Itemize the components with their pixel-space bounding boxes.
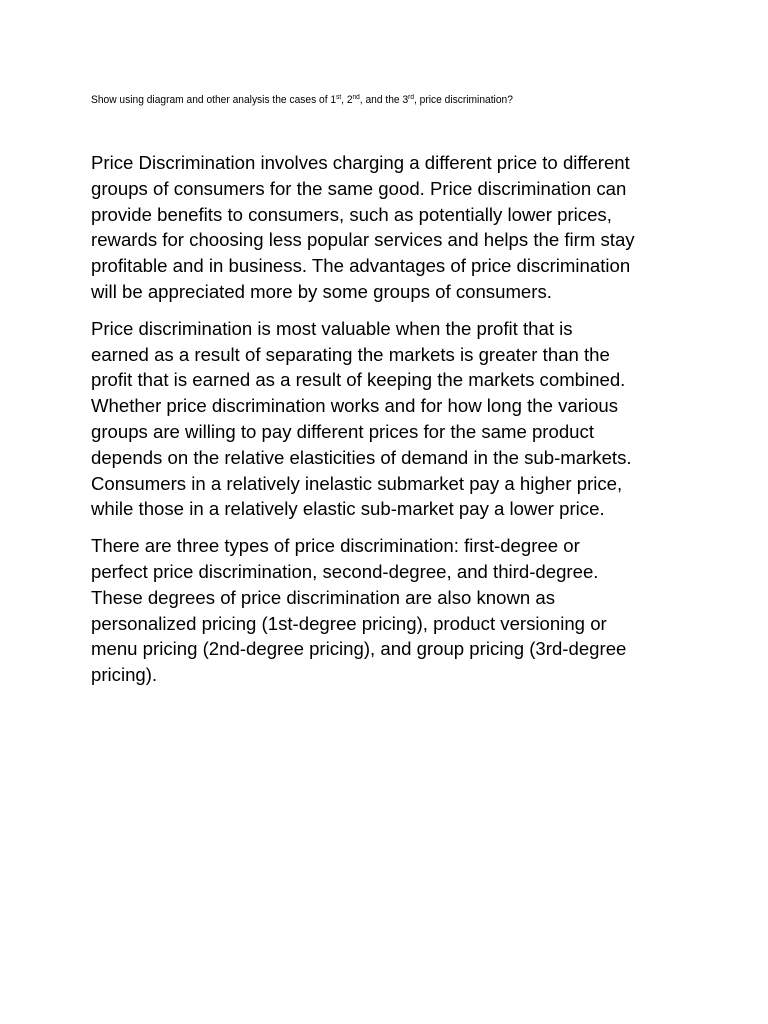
question-text-part-4: , price discrimination?: [413, 94, 513, 106]
superscript-rd: rd: [408, 94, 414, 101]
paragraph-three-types: There are three types of price discrimination: first-degree or perfect price discrimination, second-degree, and third-degree. These degrees of price discrimination are also known as personalized pricing (1st-degree pricing), product versioning or menu pricing (2nd-degree pricing), and group pricing (3rd-degree pricing).: [91, 535, 627, 686]
answer-body: [91, 150, 691, 699]
paragraph-profit-elasticity: Price discrimination is most valuable when the profit that is earned as a result of separating the markets is greater than the profit that is earned as a result of keeping the markets combined. Whether price discrimination works and for how long the various groups are willing to pay different prices for the same product depends on the relative elasticities of demand in the sub-markets. Consumers in a relatively inelastic submarket pay a higher price, while those in a relatively elastic sub-market pay a lower price.: [91, 317, 632, 520]
paragraph-definition: Price Discrimination involves charging a different price to different groups of consumers for the same good. Price discrimination can provide benefits to consumers, such as potentially lower prices, rewards for choosing less popular services and helps the firm stay profitable and in business. The advantages of price discrimination will be appreciated more by some groups of consumers.: [91, 152, 635, 302]
superscript-st: st: [336, 94, 342, 101]
question-text-part-2: , 2: [341, 94, 353, 106]
question-text-part-1: Show using diagram and other analysis the cases of 1: [91, 94, 337, 106]
question-text-part-3: , and the 3: [359, 94, 409, 106]
question-heading: [91, 93, 649, 107]
superscript-nd: nd: [352, 94, 360, 101]
